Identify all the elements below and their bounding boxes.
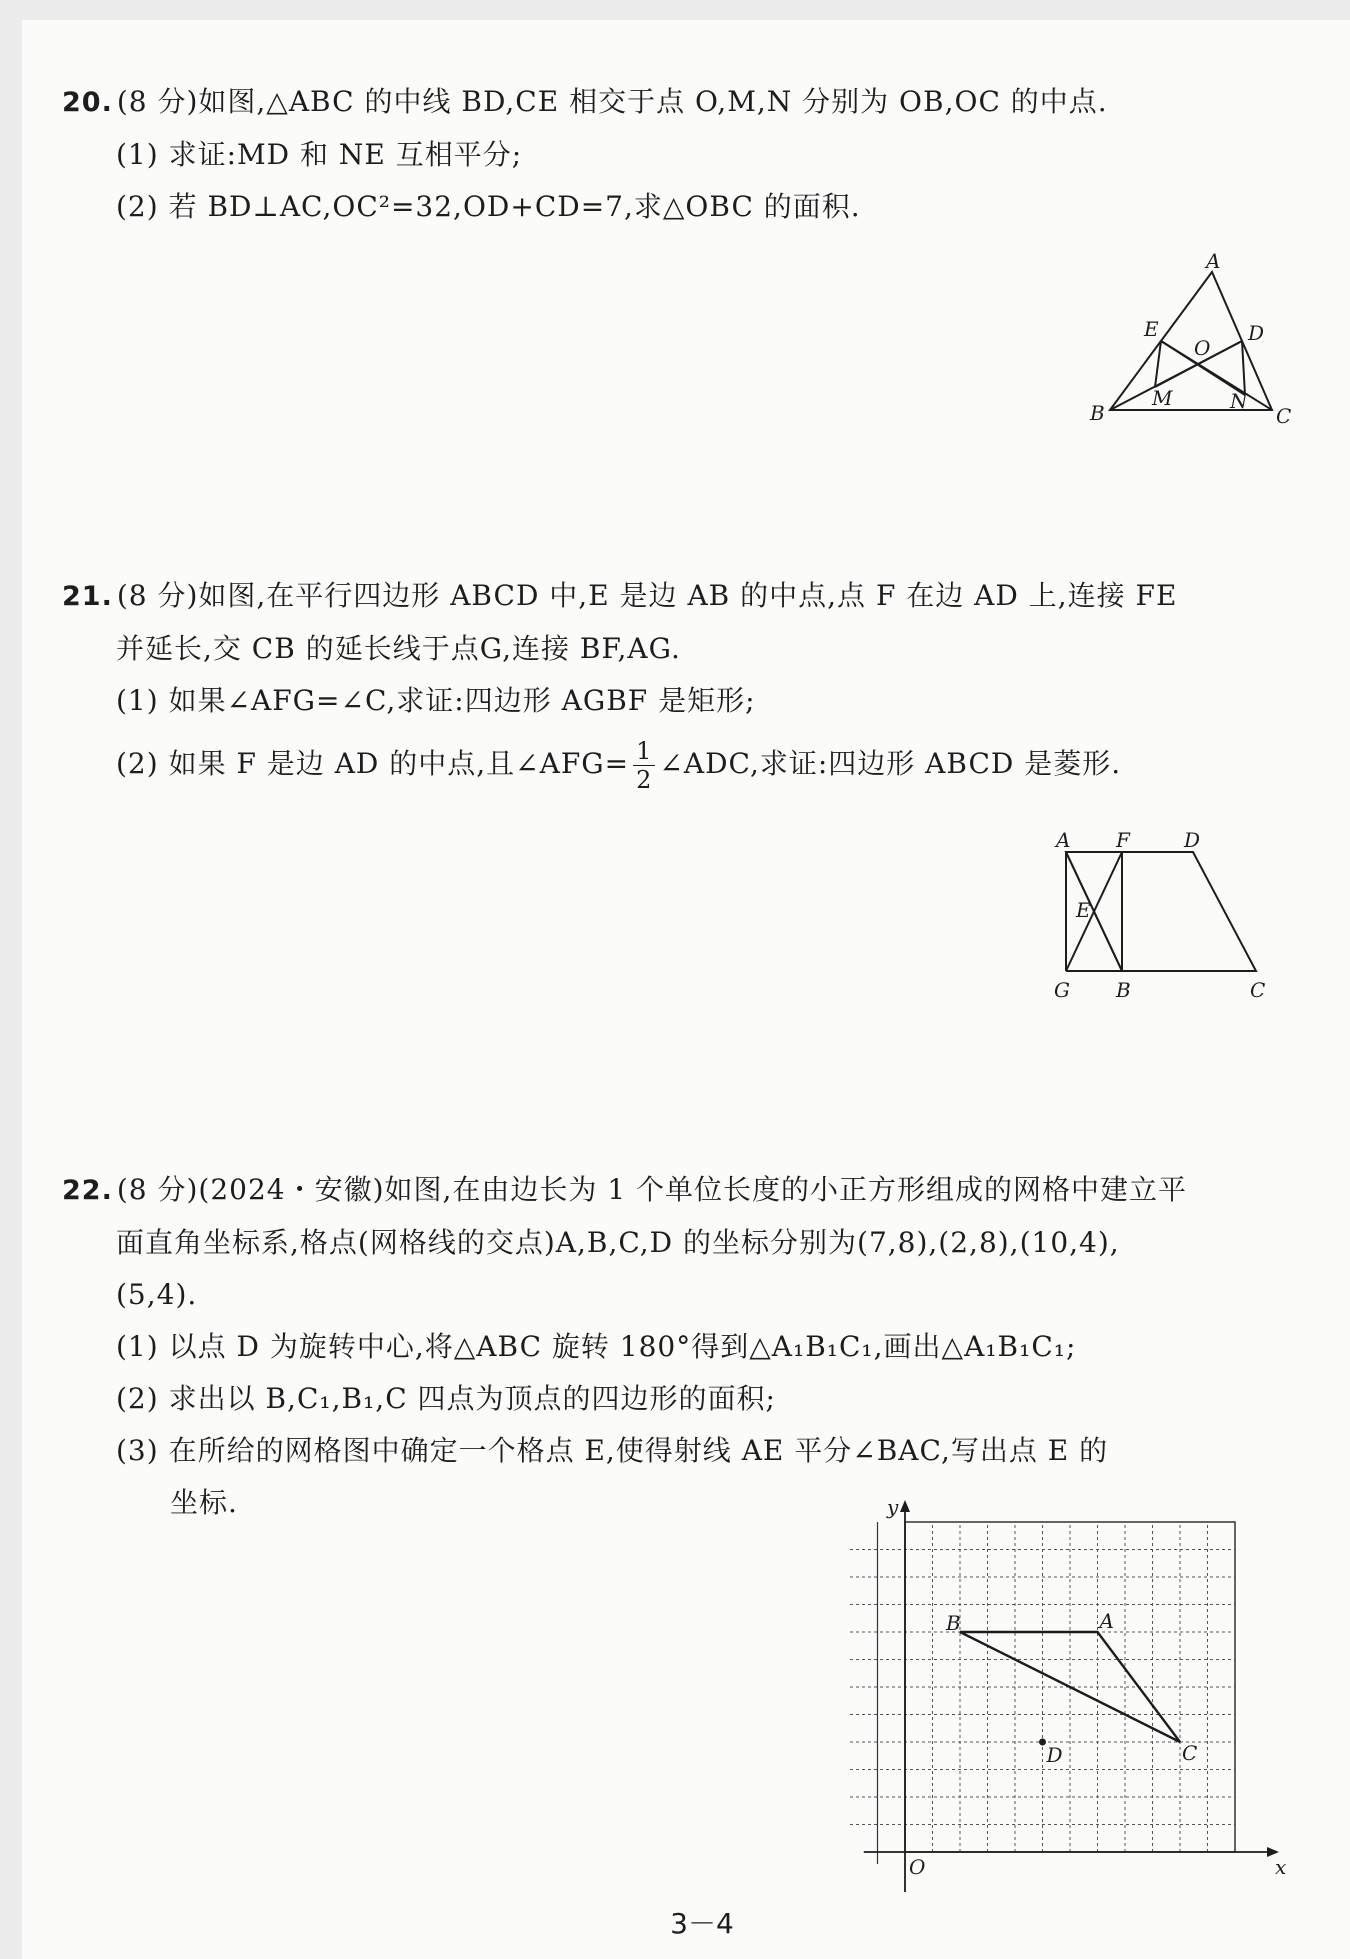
problem-20-part-2: (2) 若 BD⊥AC,OC²=32,OD+CD=7,求△OBC 的面积. <box>116 190 861 223</box>
axis-label-y: y <box>887 1495 899 1519</box>
problem-21-part-1: (1) 如果∠AFG=∠C,求证:四边形 AGBF 是矩形; <box>116 684 756 717</box>
problem-20-part-1: (1) 求证:MD 和 NE 互相平分; <box>116 138 523 171</box>
point-d <box>1039 1739 1046 1746</box>
page <box>22 20 1350 1959</box>
label-e: E <box>1076 898 1091 922</box>
label-c: C <box>1276 404 1292 428</box>
point-label-d: D <box>1046 1743 1063 1767</box>
label-o: O <box>1194 336 1211 360</box>
label-b: B <box>1116 978 1131 1002</box>
problem-22-part-3: (3) 在所给的网格图中确定一个格点 E,使得射线 AE 平分∠BAC,写出点 E 的 <box>116 1434 1109 1467</box>
grid-lines <box>850 1522 1235 1852</box>
problem-22 <box>62 1164 1292 1529</box>
coordinate-grid-figure <box>847 1495 1307 1895</box>
problem-22-part-1: (1) 以点 D 为旋转中心,将△ABC 旋转 180°得到△A₁B₁C₁,画出△A₁B₁C₁; <box>116 1330 1077 1363</box>
problem-22-part-3-cont: 坐标. <box>170 1486 238 1519</box>
label-a: A <box>1056 828 1071 852</box>
label-b: B <box>1090 401 1105 425</box>
parallelogram-figure <box>1032 825 1292 1015</box>
fraction-one-half: $\frac{1}{2}$ <box>633 737 655 794</box>
problem-21-statement-cont: 并延长,交 CB 的延长线于点G,连接 BF,AG. <box>116 632 681 665</box>
label-e: E <box>1144 317 1159 341</box>
label-d: D <box>1248 321 1265 345</box>
point-label-b: B <box>946 1611 961 1635</box>
problem-22-part-2: (2) 求出以 B,C₁,B₁,C 四点为顶点的四边形的面积; <box>116 1382 776 1415</box>
point-label-c: C <box>1182 1741 1198 1765</box>
label-g: G <box>1054 978 1070 1002</box>
problem-21-part-2: (2) 如果 F 是边 AD 的中点,且∠AFG= $\frac{1}{2}$ ∠ADC,求证:四边形 ABCD 是菱形. <box>116 737 1122 794</box>
problem-21-statement: 21. (8 分)如图,在平行四边形 ABCD 中,E 是边 AB 的中点,点 F 在边 AD 上,连接 FE <box>62 579 1178 612</box>
problem-20 <box>62 76 1292 233</box>
label-a: A <box>1206 249 1221 273</box>
grid-border <box>878 1522 1236 1864</box>
axes <box>864 1500 1279 1892</box>
problem-22-statement-cont: 面直角坐标系,格点(网格线的交点)A,B,C,D 的坐标分别为(7,8),(2,8),(10,4), <box>116 1226 1120 1259</box>
triangle-figure <box>1072 240 1302 440</box>
label-d: D <box>1184 828 1201 852</box>
problem-20-statement: 20. (8 分)如图,△ABC 的中线 BD,CE 相交于点 O,M,N 分别为 OB,OC 的中点. <box>62 85 1108 118</box>
point-label-a: A <box>1099 1609 1114 1633</box>
origin-label: O <box>909 1855 926 1879</box>
label-n: N <box>1230 389 1248 413</box>
problem-21 <box>62 570 1292 801</box>
problem-number: 22. <box>62 1175 113 1206</box>
problem-22-statement-cont-2: (5,4). <box>116 1278 198 1311</box>
problem-number: 21. <box>62 581 113 612</box>
label-m: M <box>1152 386 1173 410</box>
label-f: F <box>1116 828 1130 852</box>
problem-number: 20. <box>62 87 113 118</box>
axis-label-x: x <box>1275 1855 1287 1879</box>
page-number: 3－4 <box>670 1907 734 1940</box>
problem-22-statement: 22. (8 分)(2024・安徽)如图,在由边长为 1 个单位长度的小正方形组成的网格中建立平 <box>62 1173 1188 1206</box>
label-c: C <box>1250 978 1266 1002</box>
